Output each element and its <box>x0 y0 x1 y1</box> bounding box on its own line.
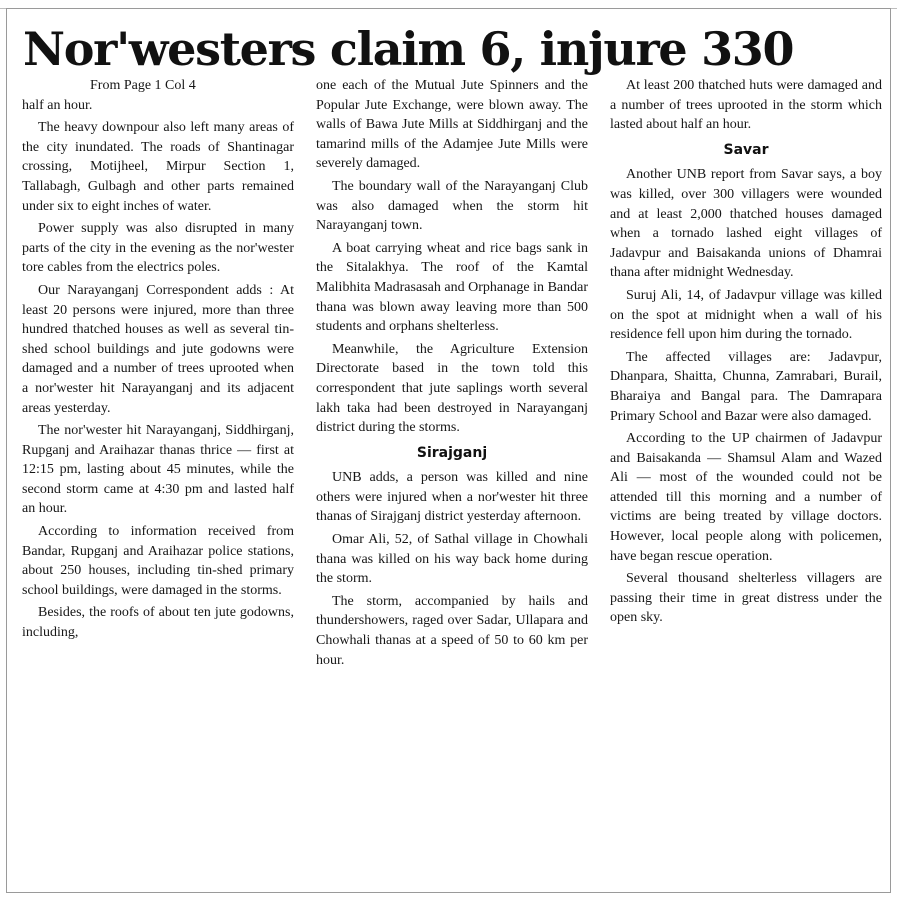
paragraph: The boundary wall of the Narayanganj Club was also damaged when the storm hit Narayanganj town. <box>316 178 588 234</box>
paragraph: Meanwhile, the Agriculture Extension Directorate based in the town told this correspondent that jute saplings worth several lakh taka had been destroyed in Narayanganj district during the storms. <box>316 341 588 436</box>
column-1 <box>22 76 294 646</box>
paragraph: Suruj Ali, 14, of Jadavpur village was killed on the spot at midnight when a wall of his residence fell upon him during the tornado. <box>610 287 882 343</box>
headline: Nor'westers claim 6, injure 330 <box>23 22 794 76</box>
paragraph: UNB adds, a person was killed and nine others were injured when a nor'wester hit three thanas of Sirajganj district yesterday afternoon. <box>316 470 588 525</box>
article <box>6 8 891 893</box>
paragraph: At least 200 thatched huts were damaged and a number of trees uprooted in the storm which lasted about half an hour. <box>610 78 882 133</box>
paragraph: one each of the Mutual Jute Spinners and the Popular Jute Exchange, were blown away. The walls of Bawa Jute Mills at Siddhirganj and the tamarind mills of the Adamjee Jute Mills were severely damaged. <box>316 78 588 172</box>
paragraph: The affected villages are: Jadavpur, Dhanpara, Shaitta, Chunna, Zamrabari, Burail, Bharaiya and Bangal para. The Damrapara Primary School and Bazar were also damaged. <box>610 349 882 424</box>
paragraph: The storm, accompanied by hails and thundershowers, raged over Sadar, Ullapara and Chowhali thanas at a speed of 50 to 60 km per hour. <box>316 593 588 668</box>
subhead-savar: Savar <box>723 141 769 158</box>
paragraph: half an hour. <box>22 97 93 113</box>
paragraph: Power supply was also disrupted in many parts of the city in the evening as the nor'wester tore cables from the electrics poles. <box>22 221 294 276</box>
paragraph: According to the UP chairmen of Jadavpur and Baisakanda — Shamsul Alam and Wazed Ali — most of the wounded could not be attended till this morning and a number of victims are being treated by village doctors. However, local people along with policemen, have began rescue operation. <box>610 431 882 564</box>
paragraph: Omar Ali, 52, of Sathal village in Chowhali thana was killed on his way back home during the storm. <box>316 532 588 587</box>
subhead-sirajganj: Sirajganj <box>416 444 488 461</box>
paragraph: Several thousand shelterless villagers are passing their time in great distress under the open sky. <box>610 571 882 626</box>
paragraph: Our Narayanganj Correspondent adds : At least 20 persons were injured, more than three hundred thatched houses as well as several tin-shed school buildings and jute godowns were damaged and a number of trees uprooted when a nor'wester hit Narayanganj and its adjacent areas yesterday. <box>22 282 294 416</box>
paragraph: The nor'wester hit Narayanganj, Siddhirganj, Rupganj and Araihazar thanas thrice — first at 12:15 pm, lasting about 45 minutes, while the second storm came at 4:30 pm and lasted half an hour. <box>22 423 294 517</box>
paragraph: Besides, the roofs of about ten jute godowns, including, <box>22 605 294 641</box>
paragraph: A boat carrying wheat and rice bags sank in the Sitalakhya. The roof of the Kamtal Malibhita Madrasasah and Orphanage in Bandar thana was blown away leaving more than 500 students and orphans shelterless. <box>316 240 588 335</box>
jump-line: From Page 1 Col 4 <box>90 78 196 93</box>
column-2 <box>316 76 588 673</box>
paragraph: The heavy downpour also left many areas of the city inundated. The roads of Shantinagar crossing, Motijheel, Mirpur Section 1, Tallabagh, Gulbagh and other parts remained under six to eight inches of water. <box>22 120 294 214</box>
paragraph: Another UNB report from Savar says, a boy was killed, over 300 villagers were wounded and at least 2,000 thatched houses damaged when a tornado lashed eight villages of Jadavpur and Baisakanda unions of Dhamrai thana after midnight Wednesday. <box>610 167 882 281</box>
paragraph: According to information received from Bandar, Rupganj and Araihazar police stations, about 250 houses, including tin-shed primary school buildings, were damaged in the storms. <box>22 524 294 598</box>
column-3 <box>610 76 882 631</box>
